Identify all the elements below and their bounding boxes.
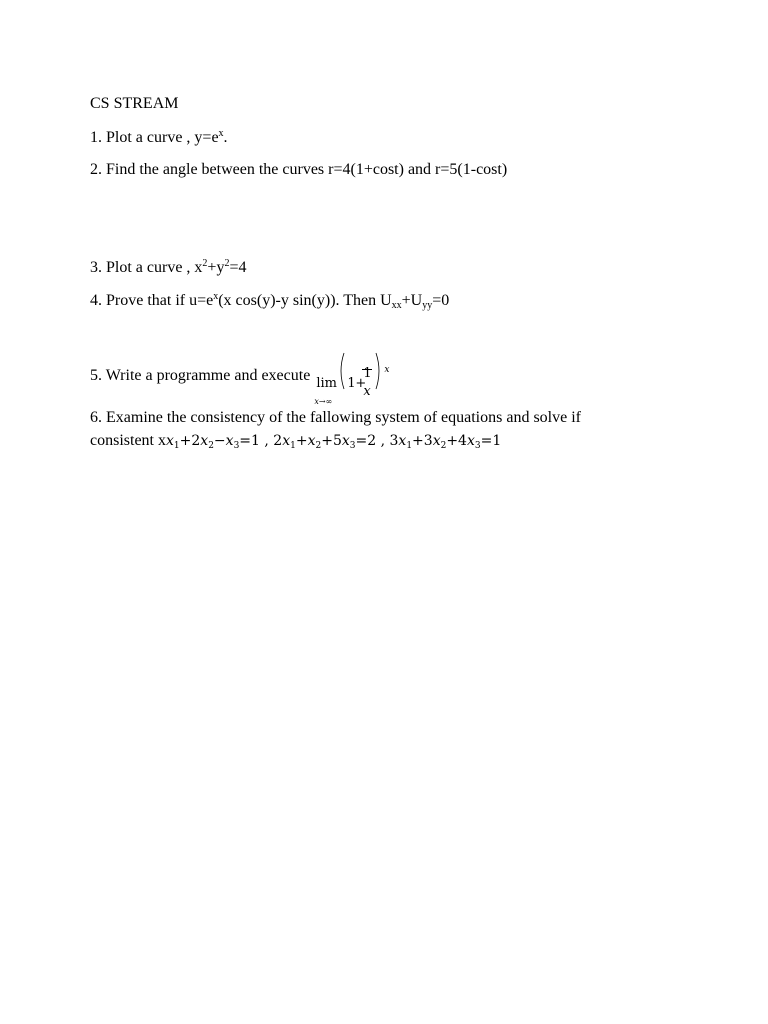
question-text-mid: +y [207,259,225,276]
subscript: 3 [233,441,240,451]
subscript: yy [422,300,433,311]
subscript: 2 [208,441,214,451]
question-6-line-1 [90,408,581,428]
var: x [432,433,441,449]
question-text-mid: (x cos(y)-y sin(y)). Then U [218,292,392,309]
limit-expression [314,352,390,407]
superscript: 2 [224,258,230,269]
operator: =2 , 3 [355,433,399,449]
var: x [398,433,407,449]
question-number: 3. [90,259,102,276]
question-text-end: =0 [432,292,450,309]
question-number: 1. [90,129,102,146]
equation-system [166,433,501,449]
question-text: Find the angle between the curves r=4(1+cost) and r=5(1-cost) [106,161,508,178]
question-number: 2. [90,161,102,178]
operator: =1 , 2 [239,433,283,449]
subscript: 1 [290,441,296,451]
operator: − [213,433,226,449]
question-6-line-2 [90,431,501,451]
question-text: Plot a curve , x [106,259,203,276]
question-text: Examine the consistency of the fallowing system of equations and solve if [106,409,581,426]
question-1 [90,128,228,148]
lim-one: 1 [347,376,356,392]
subscript: 3 [349,441,356,451]
operator: +4 [446,433,467,449]
subscript: 3 [474,441,481,451]
page-heading [90,94,178,114]
lim-operator: lim [316,376,337,392]
lim-plus: + [355,376,367,392]
question-4 [90,291,449,311]
var: x [341,433,350,449]
subscript: 2 [440,441,447,451]
right-paren [374,352,382,390]
question-number: 4. [90,292,102,309]
operator: +2 [179,433,201,449]
subscript: 1 [173,441,180,451]
question-text-plus: +U [401,292,423,309]
question-number: 6. [90,409,102,426]
superscript: x [213,291,219,302]
var: x [225,433,234,449]
operator: + [295,433,308,449]
var: x [282,433,291,449]
subscript: 1 [406,441,413,451]
operator: +5 [321,433,342,449]
fraction-denominator: x [363,384,371,400]
subscript: xx [391,300,402,311]
lim-subscript: x→∞ [314,397,333,407]
question-text-end: =4 [229,259,247,276]
heading-text: CS STREAM [90,95,179,112]
lim-exponent: x [384,365,390,376]
fraction-numerator: 1 [363,366,372,382]
question-5 [90,354,390,407]
subscript: 2 [315,441,322,451]
question-text: Write a programme and execute [105,367,311,384]
question-text: Plot a curve , y=e [106,129,219,146]
question-text: consistent x [90,432,166,449]
superscript: 2 [202,258,208,269]
question-3 [90,258,246,278]
left-paren [338,352,346,390]
operator: +3 [412,433,433,449]
var: x [466,433,475,449]
var: x [166,433,174,449]
question-text: Prove that if u=e [106,292,214,309]
question-number: 5. [90,367,102,384]
question-2 [90,160,507,180]
superscript: x [218,128,224,139]
var: x [200,433,209,449]
operator: =1 [480,433,502,449]
var: x [307,433,316,449]
question-text-end: . [223,129,228,146]
